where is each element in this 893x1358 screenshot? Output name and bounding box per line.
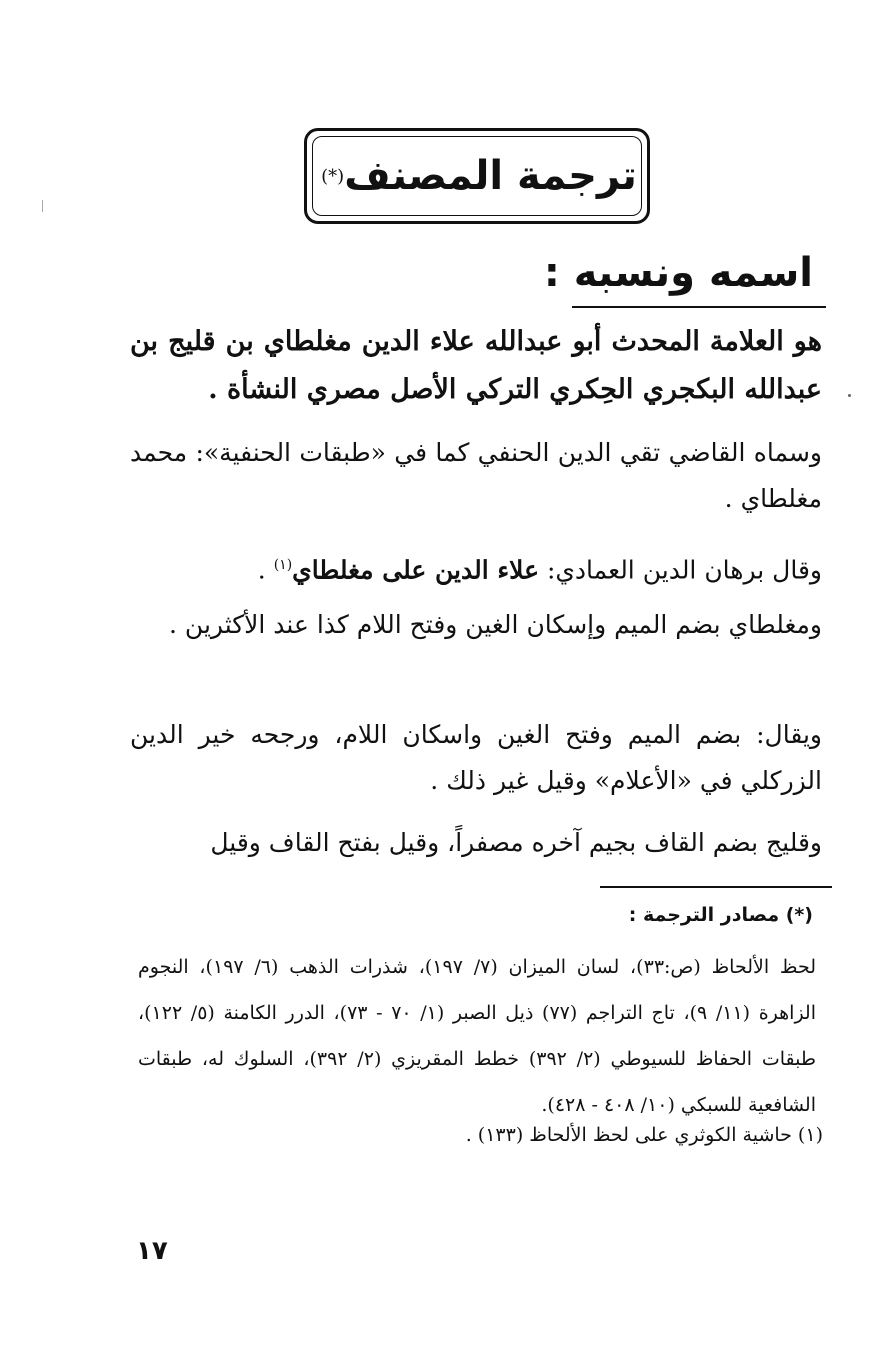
margin-mark (42, 200, 43, 212)
footnote-1: (١) حاشية الكوثري على لحظ الألحاظ (١٣٣) . (465, 1124, 823, 1146)
page-number: ١٧ (136, 1236, 168, 1266)
footnote-separator (600, 886, 832, 888)
paragraph-2: وسماه القاضي تقي الدين الحنفي كما في «طبقات الحنفية»: محمد مغلطاي . (130, 438, 822, 513)
paragraph-5: ويقال: بضم الميم وفتح الغين واسكان اللام، ورجحه خير الدين الزركلي في «الأعلام» وقيل غير ذلك . (130, 720, 822, 795)
title-frame (304, 128, 650, 224)
footnote-title: (*) مصادر الترجمة : (628, 904, 813, 926)
paragraph-1: هو العلامة المحدث أبو عبدالله علاء الدين مغلطاي بن قليج بن عبدالله البكجري الحِكري التركي الأصل مصري النشأة . (130, 326, 822, 405)
page-title: ترجمة المصنف (344, 153, 637, 199)
paragraph-3-start: وقال برهان الدين العمادي: (546, 555, 822, 585)
paragraph-3-end: . (257, 555, 266, 585)
paragraph-4: ومغلطاي بضم الميم وإسكان الغين وفتح اللام كذا عند الأكثرين . (169, 610, 822, 639)
paragraph-3-bold: علاء الدين على مغلطاي (292, 555, 539, 585)
paragraph-6: وقليج بضم القاف بجيم آخره مصفراً، وقيل بفتح القاف وقيل (210, 828, 822, 857)
footnote-ref-1[interactable]: (١) (273, 557, 293, 573)
footnote-sources: لحظ الألحاظ (ص:٣٣)، لسان الميزان (٧/ ١٩٧)، شذرات الذهب (٦/ ١٩٧)، النجوم الزاهرة (١١/ ٩)، تاج التراجم (٧٧) ذيل الصبر (١/ ٧٠ - ٧٣)، الدرر الكامنة (٥/ ١٢٢)، طبقات الحفاظ للسيوطي (٢/ ٣٩٢) خطط المقريزي (٢/ ٣٩٢)، السلوك له، طبقات الشافعية للسبكي (١٠/ ٤٠٨ - ٤٢٨). (138, 956, 816, 1116)
title-footnote-mark: (*) (321, 165, 345, 187)
section-heading: اسمه ونسبه : (543, 250, 813, 296)
margin-dot (848, 394, 851, 397)
title-frame-inner (312, 136, 642, 216)
paragraph-3 (130, 542, 822, 593)
section-underline (572, 306, 826, 308)
